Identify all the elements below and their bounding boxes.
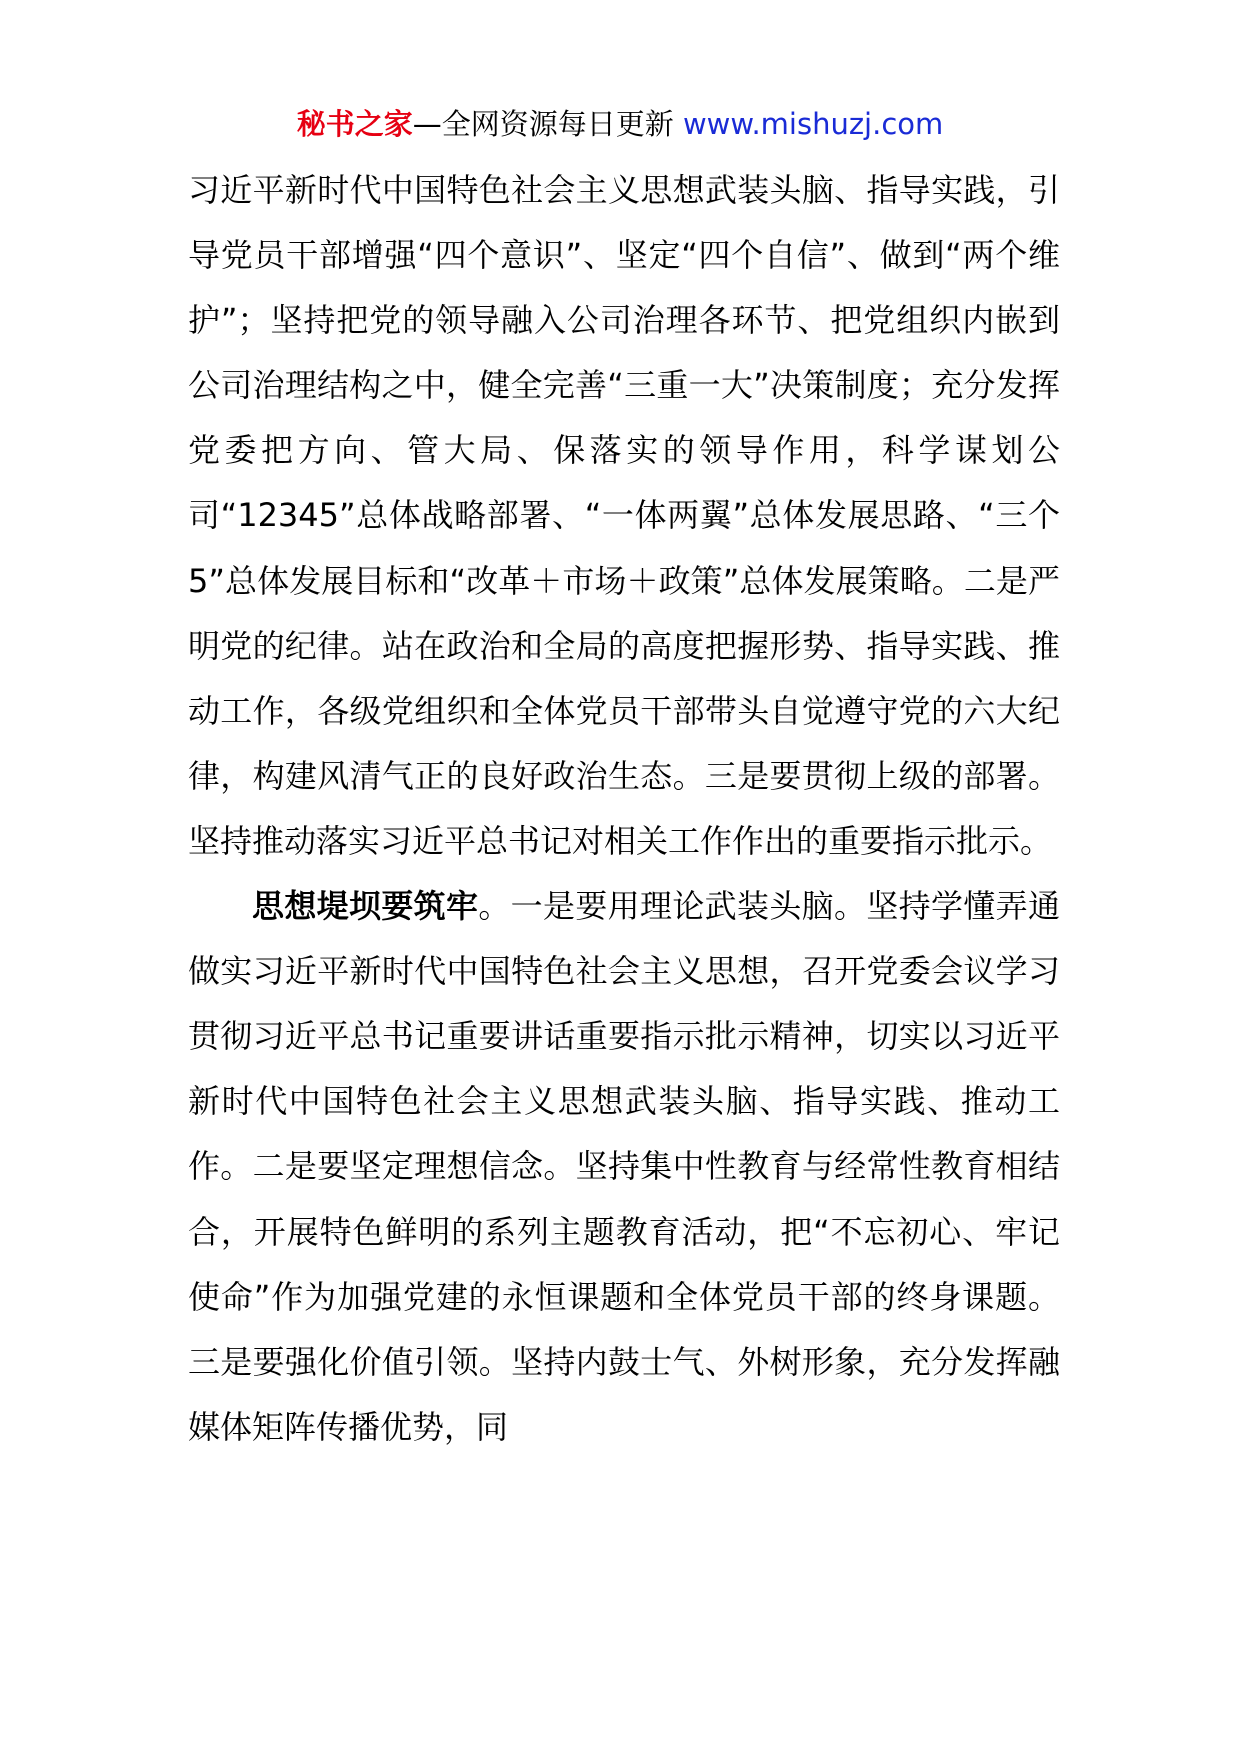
paragraph-2-heading: 思想堤坝要筑牢 [252,887,479,926]
paragraph-2-text: 。一是要用理论武装头脑。坚持学懂弄通做实习近平新时代中国特色社会主义思想，召开党委会议学习贯彻习近平总书记重要讲话重要指示批示精神，切实以习近平新时代中国特色社会主义思想武装头脑、指导实践、推动工作。二是要坚定理想信念。坚持集中性教育与经常性教育相结合，开展特色鲜明的系列主题教育活动，把“不忘初心、牢记使命”作为加强党建的永恒课题和全体党员干部的终身课题。三是要强化价值引领。坚持内鼓士气、外树形象，充分发挥融媒体矩阵传播优势，同 [188,887,1060,1446]
site-url-link[interactable]: www.mishuzj.com [682,107,944,141]
site-slogan: —全网资源每日更新 [412,107,674,141]
paragraph-1 [188,158,1060,874]
site-header [0,100,1240,148]
document-body [188,158,1060,1460]
paragraph-1-text: 习近平新时代中国特色社会主义思想武装头脑、指导实践，引导党员干部增强“四个意识”、坚定“四个自信”、做到“两个维护”；坚持把党的领导融入公司治理各环节、把党组织内嵌到公司治理结构之中，健全完善“三重一大”决策制度；充分发挥党委把方向、管大局、保落实的领导作用，科学谋划公司“12345”总体战略部署、“一体两翼”总体发展思路、“三个5”总体发展目标和“改革＋市场＋政策”总体发展策略。二是严明党的纪律。站在政治和全局的高度把握形势、指导实践、推动工作，各级党组织和全体党员干部带头自觉遵守党的六大纪律，构建风清气正的良好政治生态。三是要贯彻上级的部署。坚持推动落实习近平总书记对相关工作作出的重要指示批示。 [188,171,1060,860]
paragraph-2 [188,874,1060,1460]
site-brand: 秘书之家 [296,107,413,141]
